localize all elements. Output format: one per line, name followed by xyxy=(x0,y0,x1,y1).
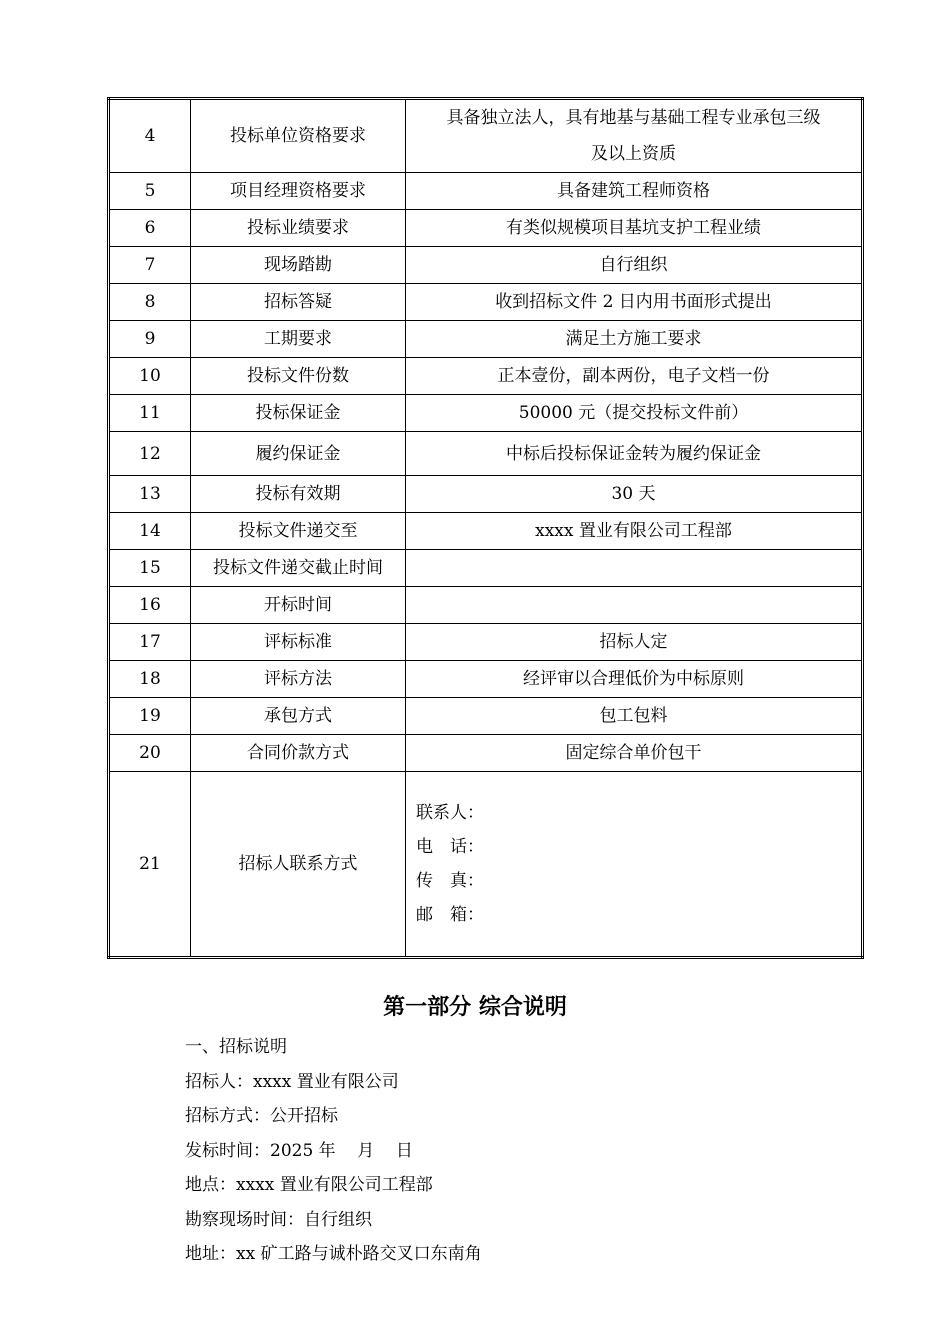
row-number: 16 xyxy=(109,587,191,624)
row-number: 19 xyxy=(109,698,191,735)
contact-email-label: 邮 箱： xyxy=(416,905,484,925)
section-title: 第一部分 综合说明 xyxy=(383,995,567,1020)
row-item: 投标文件份数 xyxy=(191,358,406,395)
table-row xyxy=(109,99,863,173)
row-number: 14 xyxy=(109,513,191,550)
row-item: 投标单位资格要求 xyxy=(191,99,406,173)
row-item: 开标时间 xyxy=(191,587,406,624)
contact-person-label: 联系人： xyxy=(416,803,484,823)
address-line: 地址：xx 矿工路与诚朴路交叉口东南角 xyxy=(185,1244,482,1264)
table-row xyxy=(109,432,863,476)
row-number: 4 xyxy=(109,99,191,173)
contact-fax-label: 传 真： xyxy=(416,871,484,891)
row-content: 正本壹份，副本两份，电子文档一份 xyxy=(406,358,863,395)
row-item: 投标文件递交截止时间 xyxy=(191,550,406,587)
row-item: 投标有效期 xyxy=(191,476,406,513)
table-row xyxy=(109,735,863,772)
row-content: 满足土方施工要求 xyxy=(406,321,863,358)
row-number: 6 xyxy=(109,210,191,247)
row-item: 评标标准 xyxy=(191,624,406,661)
row-content xyxy=(406,550,863,587)
row-number: 18 xyxy=(109,661,191,698)
table-row xyxy=(109,210,863,247)
table-row xyxy=(109,173,863,210)
row-content: 招标人定 xyxy=(406,624,863,661)
row-number: 12 xyxy=(109,432,191,476)
table-row xyxy=(109,513,863,550)
row-content-line: 具备独立法人，具有地基与基础工程专业承包三级 xyxy=(446,108,821,128)
row-item: 承包方式 xyxy=(191,698,406,735)
bid-info-table xyxy=(107,97,864,959)
row-content: 收到招标文件 2 日内用书面形式提出 xyxy=(406,284,863,321)
location-line: 地点：xxxx 置业有限公司工程部 xyxy=(185,1175,433,1195)
row-content: 中标后投标保证金转为履约保证金 xyxy=(406,432,863,476)
row-item: 投标文件递交至 xyxy=(191,513,406,550)
row-item: 招标人联系方式 xyxy=(191,772,406,958)
table-row xyxy=(109,395,863,432)
row-item: 评标方法 xyxy=(191,661,406,698)
row-number: 9 xyxy=(109,321,191,358)
subsection-heading: 一、招标说明 xyxy=(185,1037,287,1057)
row-item: 项目经理资格要求 xyxy=(191,173,406,210)
row-content: 具备建筑工程师资格 xyxy=(406,173,863,210)
row-content: 固定综合单价包干 xyxy=(406,735,863,772)
row-item: 合同价款方式 xyxy=(191,735,406,772)
row-number: 7 xyxy=(109,247,191,284)
issue-date-line: 发标时间：2025 年 月 日 xyxy=(185,1140,413,1161)
row-content: 经评审以合理低价为中标原则 xyxy=(406,661,863,698)
row-content: 30 天 xyxy=(406,476,863,513)
row-content xyxy=(406,99,863,173)
table-row xyxy=(109,624,863,661)
site-survey-line: 勘察现场时间：自行组织 xyxy=(185,1209,372,1230)
table-row xyxy=(109,772,863,958)
table-row xyxy=(109,476,863,513)
table-row xyxy=(109,358,863,395)
table-row xyxy=(109,661,863,698)
row-content: 自行组织 xyxy=(406,247,863,284)
row-number: 15 xyxy=(109,550,191,587)
row-number: 5 xyxy=(109,173,191,210)
row-number: 8 xyxy=(109,284,191,321)
row-content: xxxx 置业有限公司工程部 xyxy=(406,513,863,550)
section-body xyxy=(185,1030,865,1272)
row-item: 投标业绩要求 xyxy=(191,210,406,247)
table-row xyxy=(109,587,863,624)
row-content xyxy=(406,587,863,624)
row-item: 履约保证金 xyxy=(191,432,406,476)
row-content: 50000 元（提交投标文件前） xyxy=(406,395,863,432)
row-item: 工期要求 xyxy=(191,321,406,358)
row-number: 10 xyxy=(109,358,191,395)
table-row xyxy=(109,550,863,587)
tender-method-line: 招标方式：公开招标 xyxy=(185,1106,338,1126)
table-row xyxy=(109,321,863,358)
row-number: 21 xyxy=(109,772,191,958)
row-item: 投标保证金 xyxy=(191,395,406,432)
row-number: 11 xyxy=(109,395,191,432)
row-number: 13 xyxy=(109,476,191,513)
row-number: 17 xyxy=(109,624,191,661)
table-row xyxy=(109,247,863,284)
table-row xyxy=(109,698,863,735)
row-content-line: 及以上资质 xyxy=(591,144,676,164)
tenderer-line: 招标人：xxxx 置业有限公司 xyxy=(185,1071,399,1092)
row-number: 20 xyxy=(109,735,191,772)
row-content: 包工包料 xyxy=(406,698,863,735)
table-row xyxy=(109,284,863,321)
row-content: 有类似规模项目基坑支护工程业绩 xyxy=(406,210,863,247)
row-item: 招标答疑 xyxy=(191,284,406,321)
contact-block xyxy=(406,772,863,958)
row-item: 现场踏勘 xyxy=(191,247,406,284)
contact-phone-label: 电 话： xyxy=(416,837,484,857)
